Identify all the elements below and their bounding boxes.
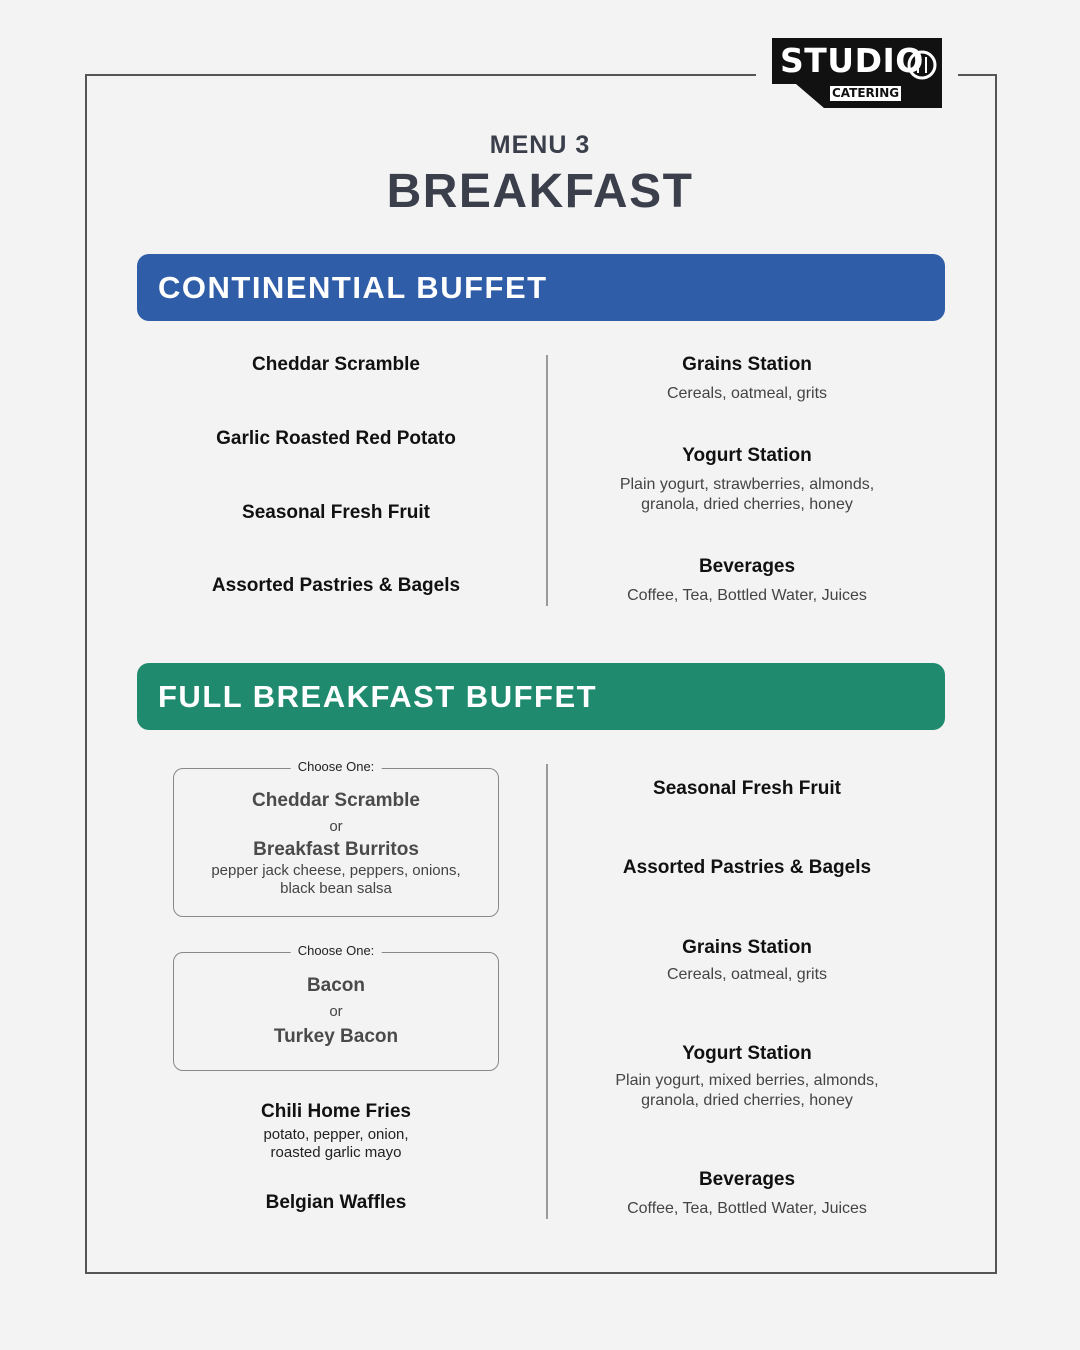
full-grains-station: Grains Station Cereals, oatmeal, grits [666, 937, 828, 983]
option-turkey-bacon: Turkey Bacon [273, 1026, 399, 1047]
or-label: or [329, 818, 343, 835]
continental-banner: CONTINENTIAL BUFFET [137, 254, 945, 321]
continental-yogurt-station: Yogurt Station Plain yogurt, strawberries, almonds, granola, dried cherries, honey [619, 445, 875, 513]
full-beverages: Beverages Coffee, Tea, Bottled Water, Juices [627, 1169, 867, 1217]
full-breakfast-banner: FULL BREAKFAST BUFFET [137, 663, 945, 730]
continental-item: Cheddar Scramble [252, 354, 420, 375]
option-breakfast-burritos: Breakfast Burritos [253, 839, 419, 860]
continental-item: Garlic Roasted Red Potato [216, 428, 456, 449]
option-bacon: Bacon [306, 975, 366, 996]
choose-one-label: Choose One: [291, 759, 382, 774]
choose-one-label: Choose One: [291, 943, 382, 958]
or-label: or [329, 1003, 343, 1020]
belgian-waffles: Belgian Waffles [265, 1192, 407, 1213]
logo-wordmark: STUDIO [780, 41, 924, 80]
option-cheddar-scramble: Cheddar Scramble [252, 790, 420, 811]
menu-number: MENU 3 [489, 131, 591, 159]
continental-item: Seasonal Fresh Fruit [242, 502, 430, 523]
continental-divider [546, 355, 548, 606]
choose-one-box [173, 943, 499, 1071]
page-title: BREAKFAST [386, 165, 694, 218]
continental-grains-station: Grains Station Cereals, oatmeal, grits [666, 354, 828, 402]
studio-catering-logo [772, 38, 942, 108]
full-seasonal-fruit: Seasonal Fresh Fruit [653, 778, 841, 799]
continental-beverages: Beverages Coffee, Tea, Bottled Water, Juices [627, 556, 867, 604]
logo-subtitle: CATERING [832, 86, 900, 100]
choose-one-box [173, 759, 499, 917]
burrito-description: pepper jack cheese, peppers, onions, black bean salsa [211, 862, 461, 897]
chili-home-fries: Chili Home Fries potato, pepper, onion, roasted garlic mayo [261, 1101, 411, 1161]
continental-item: Assorted Pastries & Bagels [211, 575, 461, 596]
full-yogurt-station: Yogurt Station Plain yogurt, mixed berries, almonds, granola, dried cherries, honey [615, 1043, 879, 1109]
full-pastries-bagels: Assorted Pastries & Bagels [622, 857, 872, 878]
full-breakfast-divider [546, 764, 548, 1219]
